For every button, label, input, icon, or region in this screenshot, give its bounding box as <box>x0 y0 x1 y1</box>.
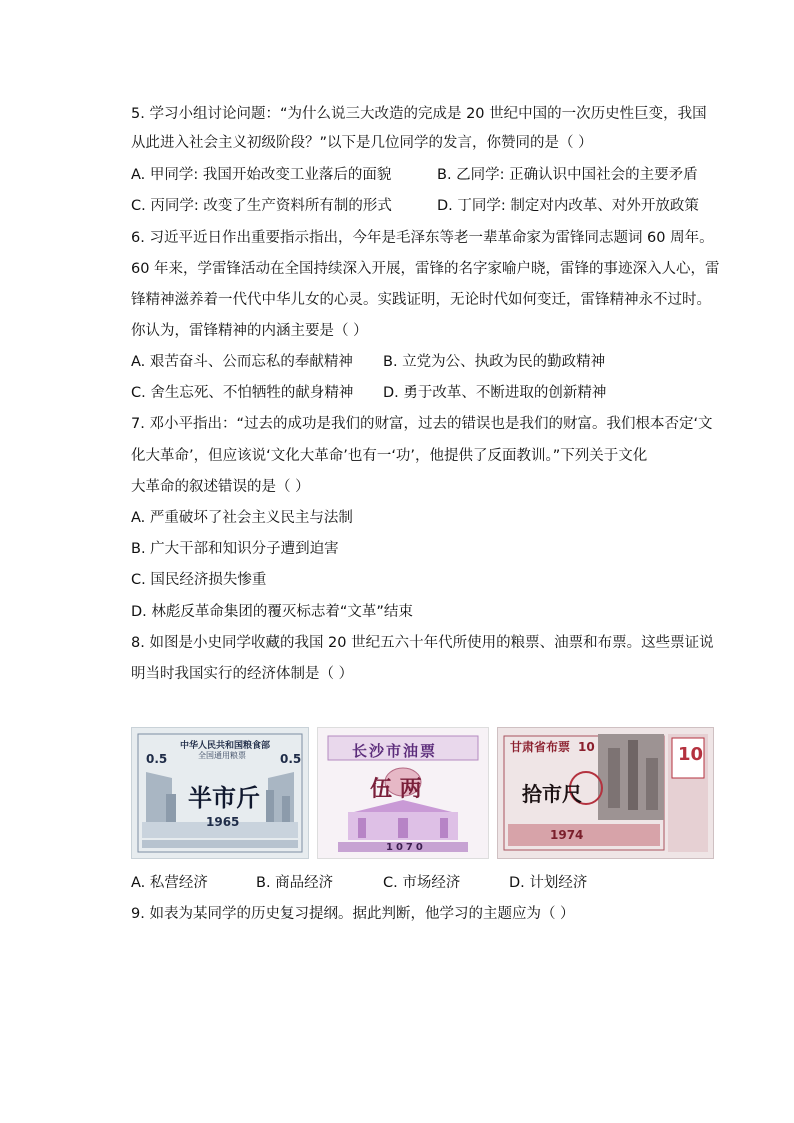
q6-option-a[interactable]: A. 艰苦奋斗、公而忘私的奉献精神 <box>131 354 353 370</box>
q6-stem-line1: 6. 习近平近日作出重要指示指出，今年是毛泽东等老一辈革命家为雷锋同志题词 60 周年。 <box>131 230 714 246</box>
q7-stem-line3: 大革命的叙述错误的是（ ） <box>131 479 310 495</box>
q6-option-b[interactable]: B. 立党为公、执政为民的勤政精神 <box>383 354 606 370</box>
grain-coupon-header2: 全国通用粮票 <box>198 751 246 760</box>
grain-coupon-image <box>131 727 309 859</box>
grain-coupon-year: 1965 <box>206 815 240 829</box>
q8-stem-line2: 明当时我国实行的经济体制是（ ） <box>131 666 354 682</box>
q5-option-d[interactable]: D. 丁同学: 制定对内改革、对外开放政策 <box>437 198 699 214</box>
grain-coupon-corner-right: 0.5 <box>280 752 302 766</box>
q5-option-b[interactable]: B. 乙同学: 正确认识中国社会的主要矛盾 <box>437 167 698 183</box>
q8-option-a[interactable]: A. 私营经济 <box>131 875 208 891</box>
grain-coupon-corner-left: 0.5 <box>146 752 168 766</box>
cloth-coupon-year: 1974 <box>550 828 584 842</box>
q7-option-d[interactable]: D. 林彪反革命集团的覆灭标志着“文革”结束 <box>131 604 413 620</box>
q6-stem-line2: 60 年来，学雷锋活动在全国持续深入开展，雷锋的名字家喻户晓，雷锋的事迹深入人心，雷 <box>131 261 720 277</box>
oil-coupon-amount: 伍 两 <box>370 777 422 802</box>
grain-coupon-header1: 中华人民共和国粮食部 <box>180 741 271 751</box>
q6-option-c[interactable]: C. 舍生忘死、不怕牺牲的献身精神 <box>131 385 354 401</box>
q7-option-a[interactable]: A. 严重破坏了社会主义民主与法制 <box>131 510 353 526</box>
q6-stem-line4: 你认为，雷锋精神的内涵主要是（ ） <box>131 323 368 339</box>
q8-stem-line1: 8. 如图是小史同学收藏的我国 20 世纪五六十年代所使用的粮票、油票和布票。这些票证说 <box>131 635 714 651</box>
q6-stem-line3: 锋精神滋养着一代代中华儿女的心灵。实践证明，无论时代如何变迁，雷锋精神永不过时。 <box>131 292 711 308</box>
q9-stem-line1: 9. 如表为某同学的历史复习提纲。据此判断，他学习的主题应为（ ） <box>131 906 575 922</box>
q8-option-b[interactable]: B. 商品经济 <box>256 875 334 891</box>
grain-coupon-amount: 半市斤 <box>188 784 260 812</box>
q6-option-d[interactable]: D. 勇于改革、不断进取的创新精神 <box>383 385 607 401</box>
q7-stem-line2: 化大革命’，但应该说‘文化大革命’也有一‘功’，他提供了反面教训。”下列关于文化 <box>131 448 648 464</box>
cloth-coupon-image <box>497 727 714 859</box>
oil-coupon-year: 1070 <box>386 842 426 853</box>
oil-coupon-header: 长沙市油票 <box>352 742 438 760</box>
q5-option-c[interactable]: C. 丙同学: 改变了生产资料所有制的形式 <box>131 198 392 214</box>
q5-stem-line1: 5. 学习小组讨论问题：“为什么说三大改造的完成是 20 世纪中国的一次历史性巨变，我国 <box>131 106 707 122</box>
cloth-coupon-side-value: 10 <box>678 744 704 765</box>
q5-stem-line2: 从此进入社会主义初级阶段？”以下是几位同学的发言，你赞同的是（ ） <box>131 135 593 151</box>
q5-option-a[interactable]: A. 甲同学: 我国开始改变工业落后的面貌 <box>131 167 392 183</box>
oil-coupon-image <box>317 727 489 859</box>
q7-option-c[interactable]: C. 国民经济损失惨重 <box>131 572 267 588</box>
cloth-coupon-corner: 10 <box>578 740 595 754</box>
q8-option-c[interactable]: C. 市场经济 <box>383 875 461 891</box>
q7-stem-line1: 7. 邓小平指出：“过去的成功是我们的财富，过去的错误也是我们的财富。我们根本否定‘文 <box>131 416 713 432</box>
q7-option-b[interactable]: B. 广大干部和知识分子遭到迫害 <box>131 541 339 557</box>
cloth-coupon-amount: 拾市尺 <box>522 782 582 806</box>
cloth-coupon-header: 甘肃省布票 <box>510 740 571 754</box>
q8-option-d[interactable]: D. 计划经济 <box>509 875 588 891</box>
